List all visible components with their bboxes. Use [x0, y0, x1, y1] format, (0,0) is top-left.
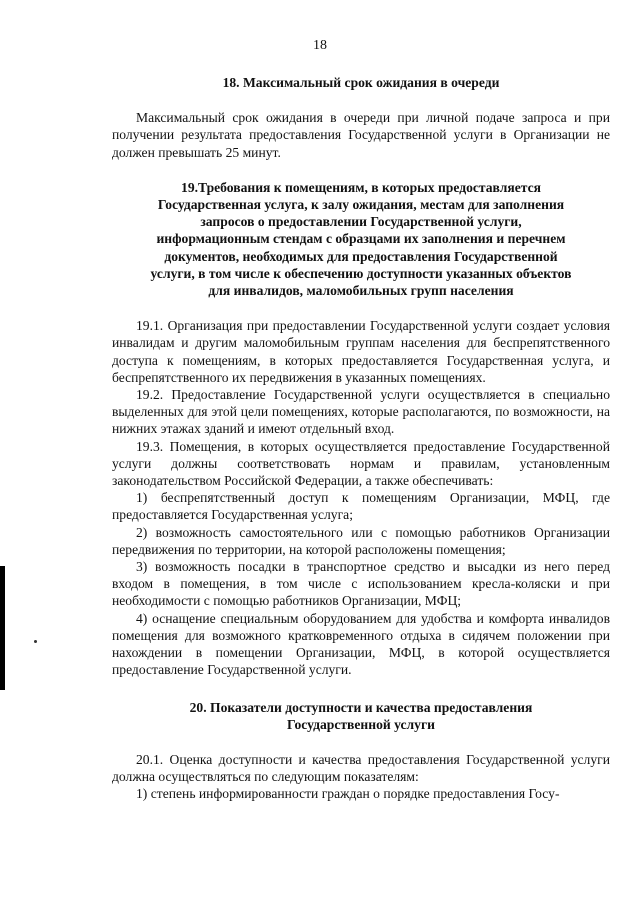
paragraph-20-1: 20.1. Оценка доступности и качества предоставления Государственной услуги должна осуществляться по следующим показателям:: [112, 751, 610, 785]
section-18-heading: 18. Максимальный срок ожидания в очереди: [222, 75, 500, 90]
list-item-3: 3) возможность посадки в транспортное средство и высадки из него перед входом в помещения, в том числе с использованием кресла-коляски и при необходимости с помощью работников Организации, МФЦ;: [112, 559, 610, 609]
section-20-heading-line-1: 20. Показатели доступности и качества предоставления: [189, 699, 533, 715]
section-20-heading: [112, 699, 610, 733]
paragraph-19-1: 19.1. Организация при предоставлении Государственной услуги создает условия инвалидам и другим маломобильным группам населения для беспрепятственного доступа к помещениям, в которых предоставляется Государственная услуга, и беспрепятственного их передвижения в указанных помещениях.: [112, 318, 610, 385]
section-19-heading: 19.Требования к помещениям, в которых предоставляется Государственная услуга, к залу ожидания, местам для заполнения запросов о предоставлении Государственной услуги, информационным стендам с образцами их заполнения и перечнем документов, необходимых для предоставления Государственной услуги, в том числе к обеспечению доступности указанных объектов для инвалидов, маломобильных групп населения: [150, 179, 572, 299]
paragraph-19-3: 19.3. Помещения, в которых осуществляется предоставление Государственной услуги должны соответствовать нормам и правилам, установленным законодательством Российской Федерации, а также обеспечивать:: [112, 438, 610, 489]
scan-edge-mark: [0, 566, 5, 690]
list-item-20-1: 1) степень информированности граждан о порядке предоставления Госу-: [136, 786, 560, 802]
section-20-heading-line-2: Государственной услуги: [287, 716, 435, 732]
section-19-body: [112, 317, 610, 678]
list-item-4: 4) оснащение специальным оборудованием для удобства и комфорта инвалидов помещения для возможного кратковременного отдыха в сидячем положении при нахождении в помещении Организации, МФЦ, в которой осуществляется предоставление Государственной услуги.: [112, 610, 610, 678]
paragraph-19-2: 19.2. Предоставление Государственной услуги осуществляется в специально выделенных для этой цели помещениях, которые располагаются, по возможности, на нижних этажах зданий и имеют отдельный вход.: [112, 387, 610, 437]
list-item-1: 1) беспрепятственный доступ к помещениям Организации, МФЦ, где предоставляется Государственная услуга;: [112, 490, 610, 523]
page-number: 18: [313, 38, 327, 53]
scan-speck: [34, 640, 37, 643]
document-body: [112, 74, 610, 803]
section-18-paragraph: Максимальный срок ожидания в очереди при личной подаче запроса и при получении результата предоставления Государственной услуги в Организации не должен превышать 25 минут.: [112, 110, 610, 160]
list-item-2: 2) возможность самостоятельного или с помощью работников Организации передвижения по территории, на которой расположены помещения;: [112, 524, 610, 557]
